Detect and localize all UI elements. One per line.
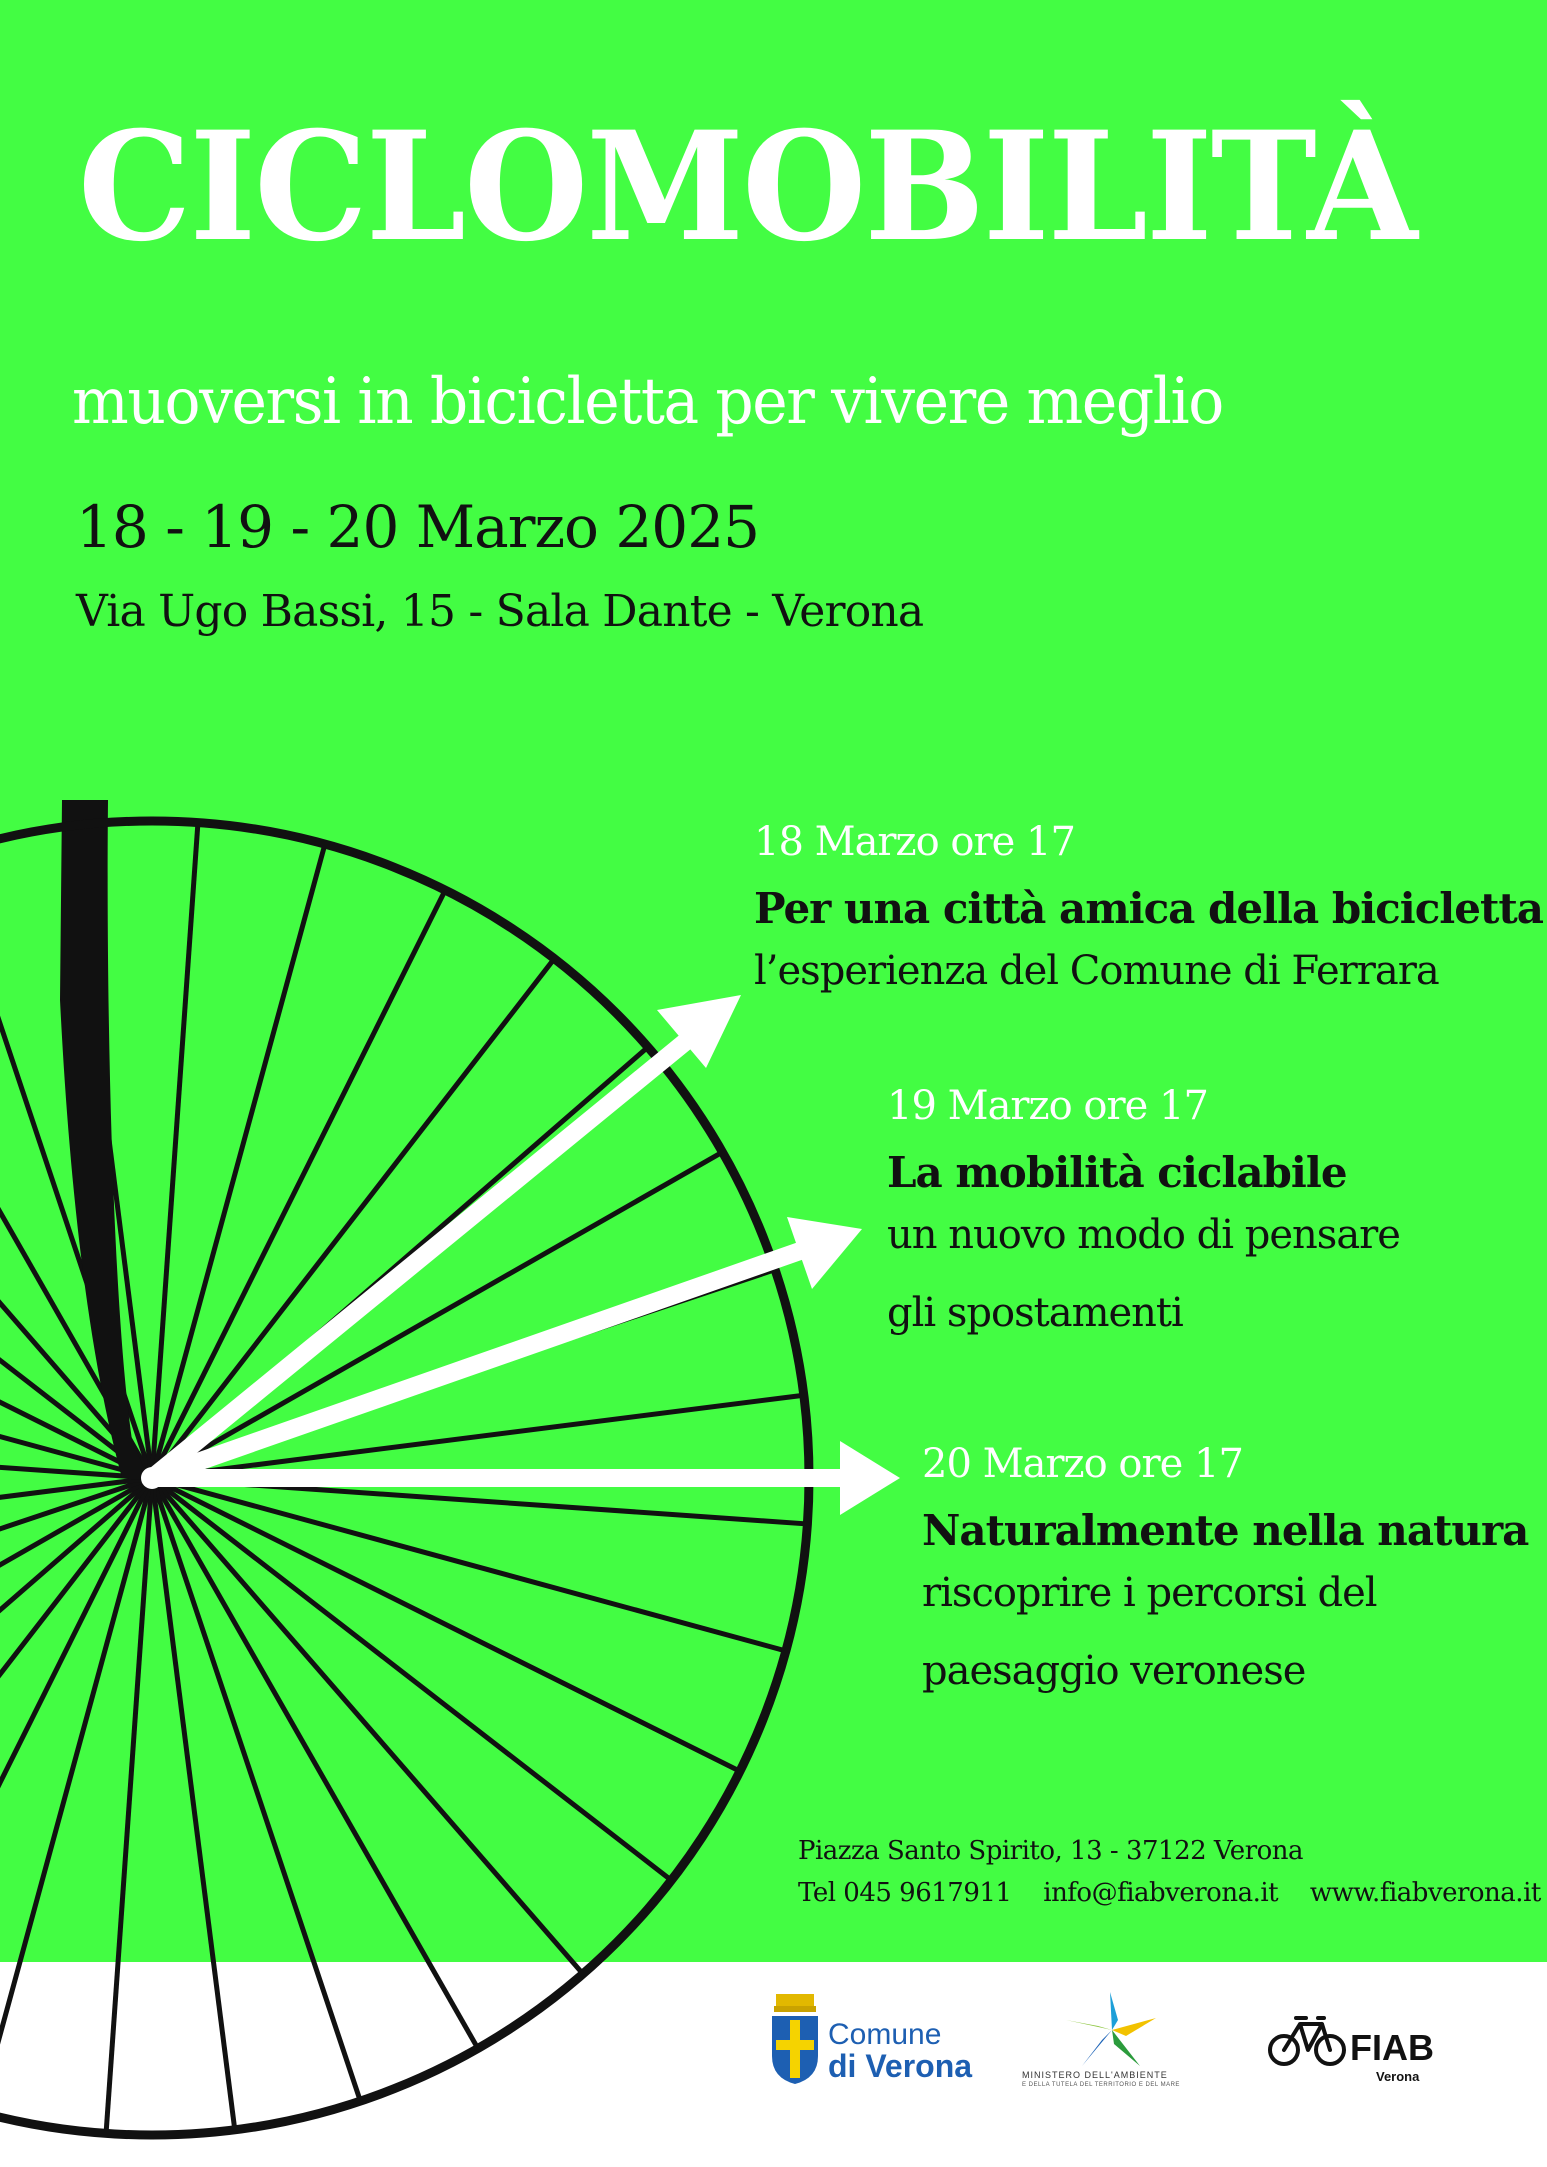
event-3 [922,1441,1529,1710]
logo-fiab-verona [1268,2010,1448,2090]
ministero-subcaption: E DELLA TUTELA DEL TERRITORIO E DEL MARE [1022,2082,1180,2088]
wheel-spoke [106,1478,152,2131]
event-2-description: un nuovo modo di pensare gli spostamenti [887,1212,1400,1336]
ministero-caption: MINISTERO DELL'AMBIENTE [1022,2070,1168,2080]
poster-title: CICLOMOBILITÀ [78,99,1416,275]
event-3-description: riscoprire i percorsi del paesaggio veronese [922,1570,1377,1694]
contact-address: Piazza Santo Spirito, 13 - 37122 Verona [798,1836,1304,1866]
arrow-event-2 [152,1217,862,1478]
contact-email[interactable]: info@fiabverona.it [1043,1878,1279,1908]
event-2-when: 19 Marzo ore 17 [887,1083,1208,1129]
event-1-description: l’esperienza del Comune di Ferrara [754,948,1439,994]
wheel-spoke [152,1478,582,1972]
event-2 [887,1083,1447,1352]
event-venue: Via Ugo Bassi, 15 - Sala Dante - Verona [76,586,924,637]
wheel-spoke [152,825,198,1478]
fiab-text: FIAB [1350,2027,1434,2068]
event-1-title: Per una città amica della bicicletta [754,884,1543,933]
bicycle-icon [1268,2010,1348,2070]
wheel-spoke [152,846,324,1478]
fiab-city: Verona [1376,2069,1420,2084]
wheel-spoke [152,1478,738,1770]
event-2-title: La mobilità ciclabile [887,1148,1347,1197]
wheel-spoke [152,1478,784,1650]
comune-text [828,2020,972,2082]
wheel-spoke [0,1478,152,1908]
event-3-when: 20 Marzo ore 17 [922,1441,1243,1487]
wheel-spoke [152,1478,670,1879]
event-1 [754,819,1543,1010]
event-dates: 18 - 19 - 20 Marzo 2025 [76,493,759,561]
fork-blade [60,800,148,1478]
event-3-title: Naturalmente nella natura [922,1506,1529,1555]
comune-line2: di Verona [828,2048,973,2084]
verona-crest-icon [768,1990,822,2086]
contact-row [798,1880,1547,1906]
wheel-spoke [152,1478,235,2128]
event-1-when: 18 Marzo ore 17 [754,819,1075,865]
logo-comune-verona [768,1990,978,2090]
wheel-hub [141,1467,163,1489]
contact-website[interactable]: www.fiabverona.it [1309,1878,1541,1908]
ministero-star-icon [1062,1990,1162,2070]
contact-phone: Tel 045 9617911 [798,1878,1012,1908]
poster-subtitle: muoversi in bicicletta per vivere meglio [72,365,1223,439]
comune-line1: Comune [828,2018,942,2051]
arrow-event-1 [152,995,741,1478]
logo-ministero-ambiente [1020,1990,1190,2090]
